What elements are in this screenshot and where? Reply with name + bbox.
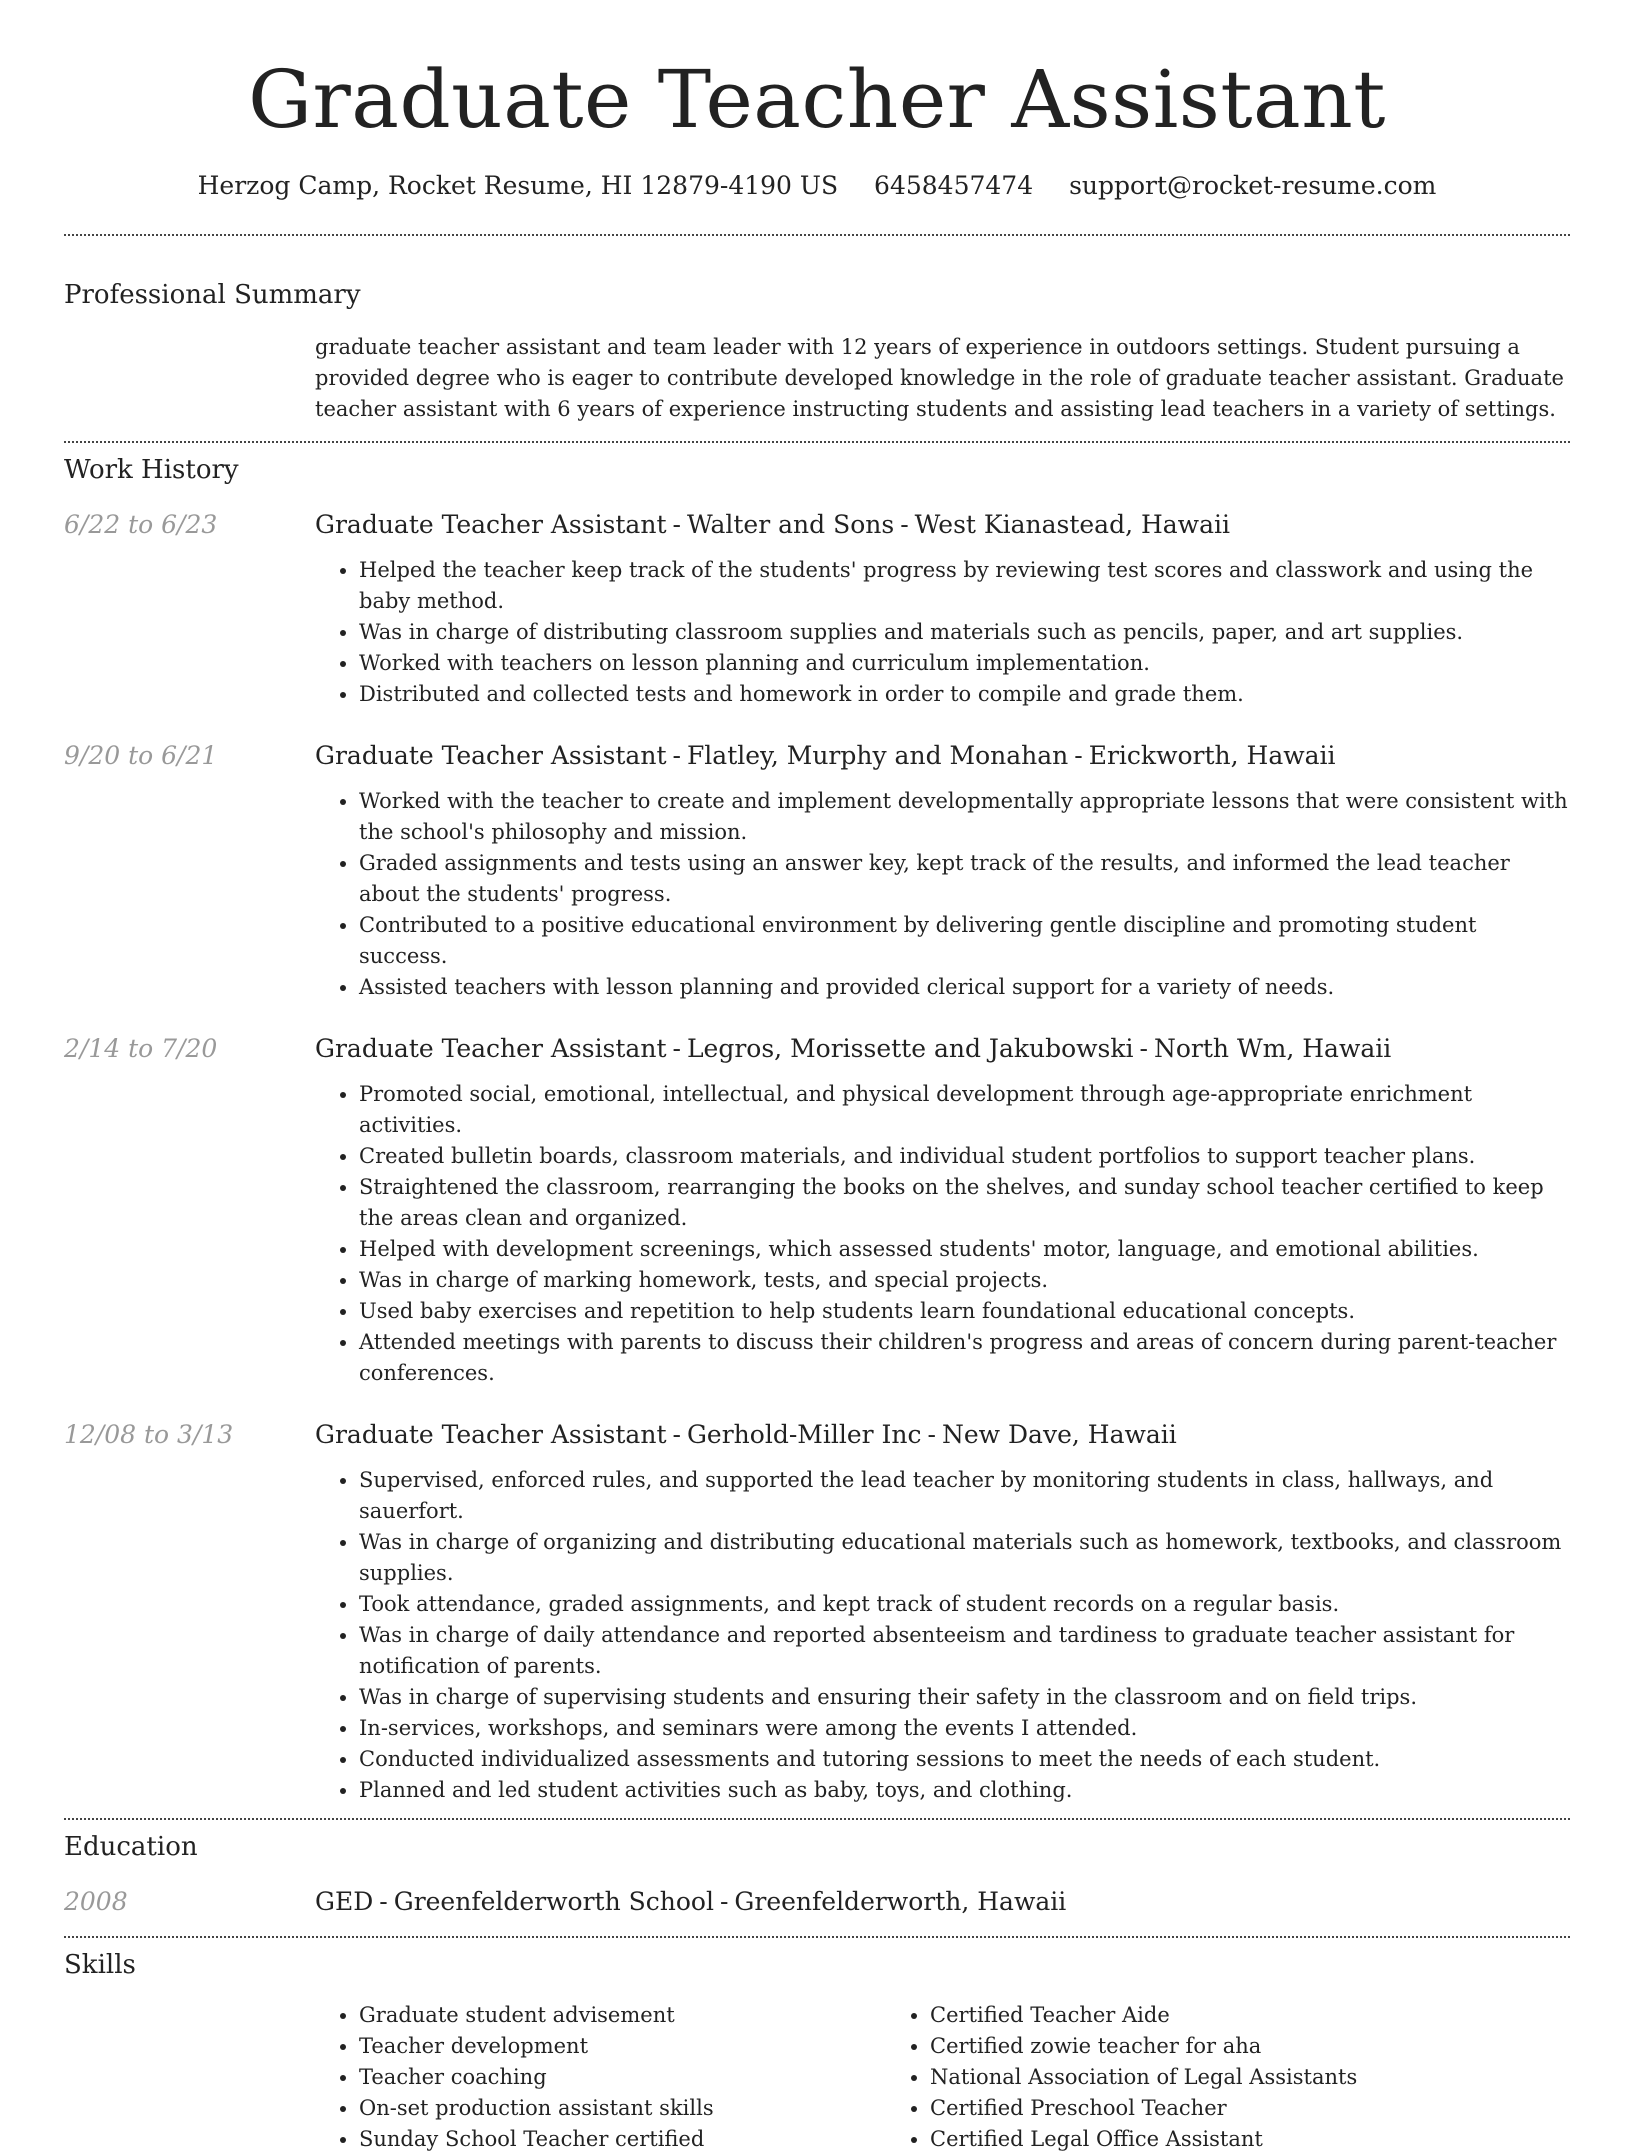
job-entry	[64, 509, 1570, 710]
separator: -	[672, 510, 681, 539]
job-entry	[64, 740, 1570, 1003]
job-dates: 9/20 to 6/21	[64, 741, 218, 770]
job-bullet: • Attended meetings with parents to discuss their children's progress and areas of concern during parent-teacher conferences.	[359, 1327, 1570, 1389]
job-location: North Wm, Hawaii	[1153, 1034, 1392, 1063]
skill-item: • Graduate student advisement	[359, 2000, 886, 2031]
job-bullet: • Was in charge of distributing classroom supplies and materials such as pencils, paper, and art supplies.	[359, 617, 1570, 648]
skill-item: • Certified Preschool Teacher	[930, 2093, 1486, 2124]
skill-item: • Certified zowie teacher for aha	[930, 2031, 1486, 2062]
job-bullet: • Was in charge of supervising students and ensuring their safety in the classroom and on field trips.	[359, 1682, 1570, 1713]
job-bullet: • Helped with development screenings, which assessed students' motor, language, and emotional abilities.	[359, 1234, 1570, 1265]
job-dates: 12/08 to 3/13	[64, 1420, 234, 1449]
section-divider	[64, 1936, 1570, 1938]
job-bullet: • Was in charge of marking homework, tests, and special projects.	[359, 1265, 1570, 1296]
section-title-work-history: Work History	[64, 455, 239, 485]
job-bullet: • Promoted social, emotional, intellectual, and physical development through age-appropriate enrichment activities.	[359, 1079, 1570, 1141]
job-bullet: • Worked with teachers on lesson planning and curriculum implementation.	[359, 648, 1570, 679]
skill-item: • Teacher coaching	[359, 2062, 886, 2093]
job-company: Flatley, Murphy and Monahan	[686, 741, 1069, 770]
job-bullets	[315, 1079, 1570, 1389]
job-entry	[64, 1419, 1570, 1806]
skill-item: • Certified Legal Office Assistant	[930, 2124, 1486, 2155]
job-role: Graduate Teacher Assistant	[315, 1034, 667, 1063]
job-location: Erickworth, Hawaii	[1088, 741, 1336, 770]
job-dates: 6/22 to 6/23	[64, 510, 218, 539]
skills-list-left	[315, 2000, 886, 2155]
contact-line	[64, 168, 1570, 204]
job-dates: 2/14 to 7/20	[64, 1034, 218, 1063]
job-bullet: • Was in charge of daily attendance and reported absenteeism and tardiness to graduate teacher assistant for notification of parents.	[359, 1620, 1570, 1682]
job-bullet: • Worked with the teacher to create and implement developmentally appropriate lessons that were consistent with the school's philosophy and mission.	[359, 786, 1570, 848]
job-bullet: • Used baby exercises and repetition to help students learn foundational educational concepts.	[359, 1296, 1570, 1327]
job-bullet: • Assisted teachers with lesson planning and provided clerical support for a variety of needs.	[359, 972, 1570, 1003]
section-title-summary: Professional Summary	[64, 280, 361, 310]
contact-address: Herzog Camp, Rocket Resume, HI 12879-4190 US	[197, 171, 839, 200]
job-heading	[315, 740, 1570, 772]
job-company: Gerhold-Miller Inc	[686, 1420, 922, 1449]
separator: -	[672, 1034, 681, 1063]
education-degree: GED	[315, 1887, 374, 1916]
job-bullet: • Created bulletin boards, classroom materials, and individual student portfolios to support teacher plans.	[359, 1141, 1570, 1172]
separator: -	[672, 741, 681, 770]
job-bullet: • Contributed to a positive educational environment by delivering gentle discipline and promoting student success.	[359, 910, 1570, 972]
job-heading	[315, 509, 1570, 541]
education-entry	[64, 1886, 1570, 1922]
section-title-education: Education	[64, 1832, 198, 1862]
skills-columns	[315, 2000, 1570, 2155]
job-company: Walter and Sons	[686, 510, 895, 539]
job-bullet: • Took attendance, graded assignments, and kept track of student records on a regular basis.	[359, 1589, 1570, 1620]
resume-name: Graduate Teacher Assistant	[248, 53, 1386, 146]
education-school: Greenfelderworth School	[393, 1887, 714, 1916]
job-location: New Dave, Hawaii	[941, 1420, 1177, 1449]
job-company: Legros, Morissette and Jakubowski	[686, 1034, 1134, 1063]
separator: -	[1139, 1034, 1148, 1063]
education-list	[64, 1886, 1570, 1922]
section-divider	[64, 1818, 1570, 1820]
skill-item: • On-set production assistant skills	[359, 2093, 886, 2124]
separator: -	[379, 1887, 388, 1916]
job-bullet: • Helped the teacher keep track of the students' progress by reviewing test scores and classwork and using the baby method.	[359, 555, 1570, 617]
job-role: Graduate Teacher Assistant	[315, 510, 667, 539]
job-bullets	[315, 555, 1570, 710]
resume-page	[64, 0, 1570, 2155]
job-bullet: • Straightened the classroom, rearranging the books on the shelves, and sunday school teacher certified to keep the areas clean and organized.	[359, 1172, 1570, 1234]
job-bullets	[315, 1465, 1570, 1806]
skills-list-right	[886, 2000, 1486, 2155]
separator: -	[672, 1420, 681, 1449]
section-divider	[64, 234, 1570, 236]
skill-item: • Teacher development	[359, 2031, 886, 2062]
separator: -	[1074, 741, 1083, 770]
job-heading	[315, 1033, 1570, 1065]
education-heading	[315, 1886, 1570, 1918]
skill-item: • Sunday School Teacher certified	[359, 2124, 886, 2155]
skill-item: • National Association of Legal Assistants	[930, 2062, 1486, 2093]
job-bullet: • Was in charge of organizing and distributing educational materials such as homework, textbooks, and classroom supplies.	[359, 1527, 1570, 1589]
job-role: Graduate Teacher Assistant	[315, 741, 667, 770]
job-bullet: • Distributed and collected tests and homework in order to compile and grade them.	[359, 679, 1570, 710]
job-entry	[64, 1033, 1570, 1389]
work-history-list	[64, 509, 1570, 1806]
contact-email: support@rocket-resume.com	[1069, 171, 1437, 200]
contact-phone: 6458457474	[874, 171, 1034, 200]
job-bullets	[315, 786, 1570, 1003]
summary-text: graduate teacher assistant and team leader with 12 years of experience in outdoors settings. Student pursuing a provided degree who is eager to contribute developed knowledge in the role of graduate teacher assistant. Graduate teacher assistant with 6 years of experience instructing students and assisting lead teachers in a variety of settings.	[315, 335, 1564, 421]
separator: -	[927, 1420, 936, 1449]
job-bullet: • Planned and led student activities such as baby, toys, and clothing.	[359, 1775, 1570, 1806]
section-divider	[64, 441, 1570, 443]
education-location: Greenfelderworth, Hawaii	[734, 1887, 1067, 1916]
section-title-skills: Skills	[64, 1950, 136, 1980]
job-bullet: • Graded assignments and tests using an answer key, kept track of the results, and informed the lead teacher about the students' progress.	[359, 848, 1570, 910]
job-bullet: • Conducted individualized assessments and tutoring sessions to meet the needs of each student.	[359, 1744, 1570, 1775]
job-role: Graduate Teacher Assistant	[315, 1420, 667, 1449]
separator: -	[900, 510, 909, 539]
job-bullet: • Supervised, enforced rules, and supported the lead teacher by monitoring students in class, hallways, and sauerfort.	[359, 1465, 1570, 1527]
skill-item: • Certified Teacher Aide	[930, 2000, 1486, 2031]
job-bullet: • In-services, workshops, and seminars were among the events I attended.	[359, 1713, 1570, 1744]
education-year: 2008	[64, 1887, 128, 1916]
separator: -	[719, 1887, 729, 1916]
job-location: West Kianastead, Hawaii	[914, 510, 1230, 539]
job-heading	[315, 1419, 1570, 1451]
